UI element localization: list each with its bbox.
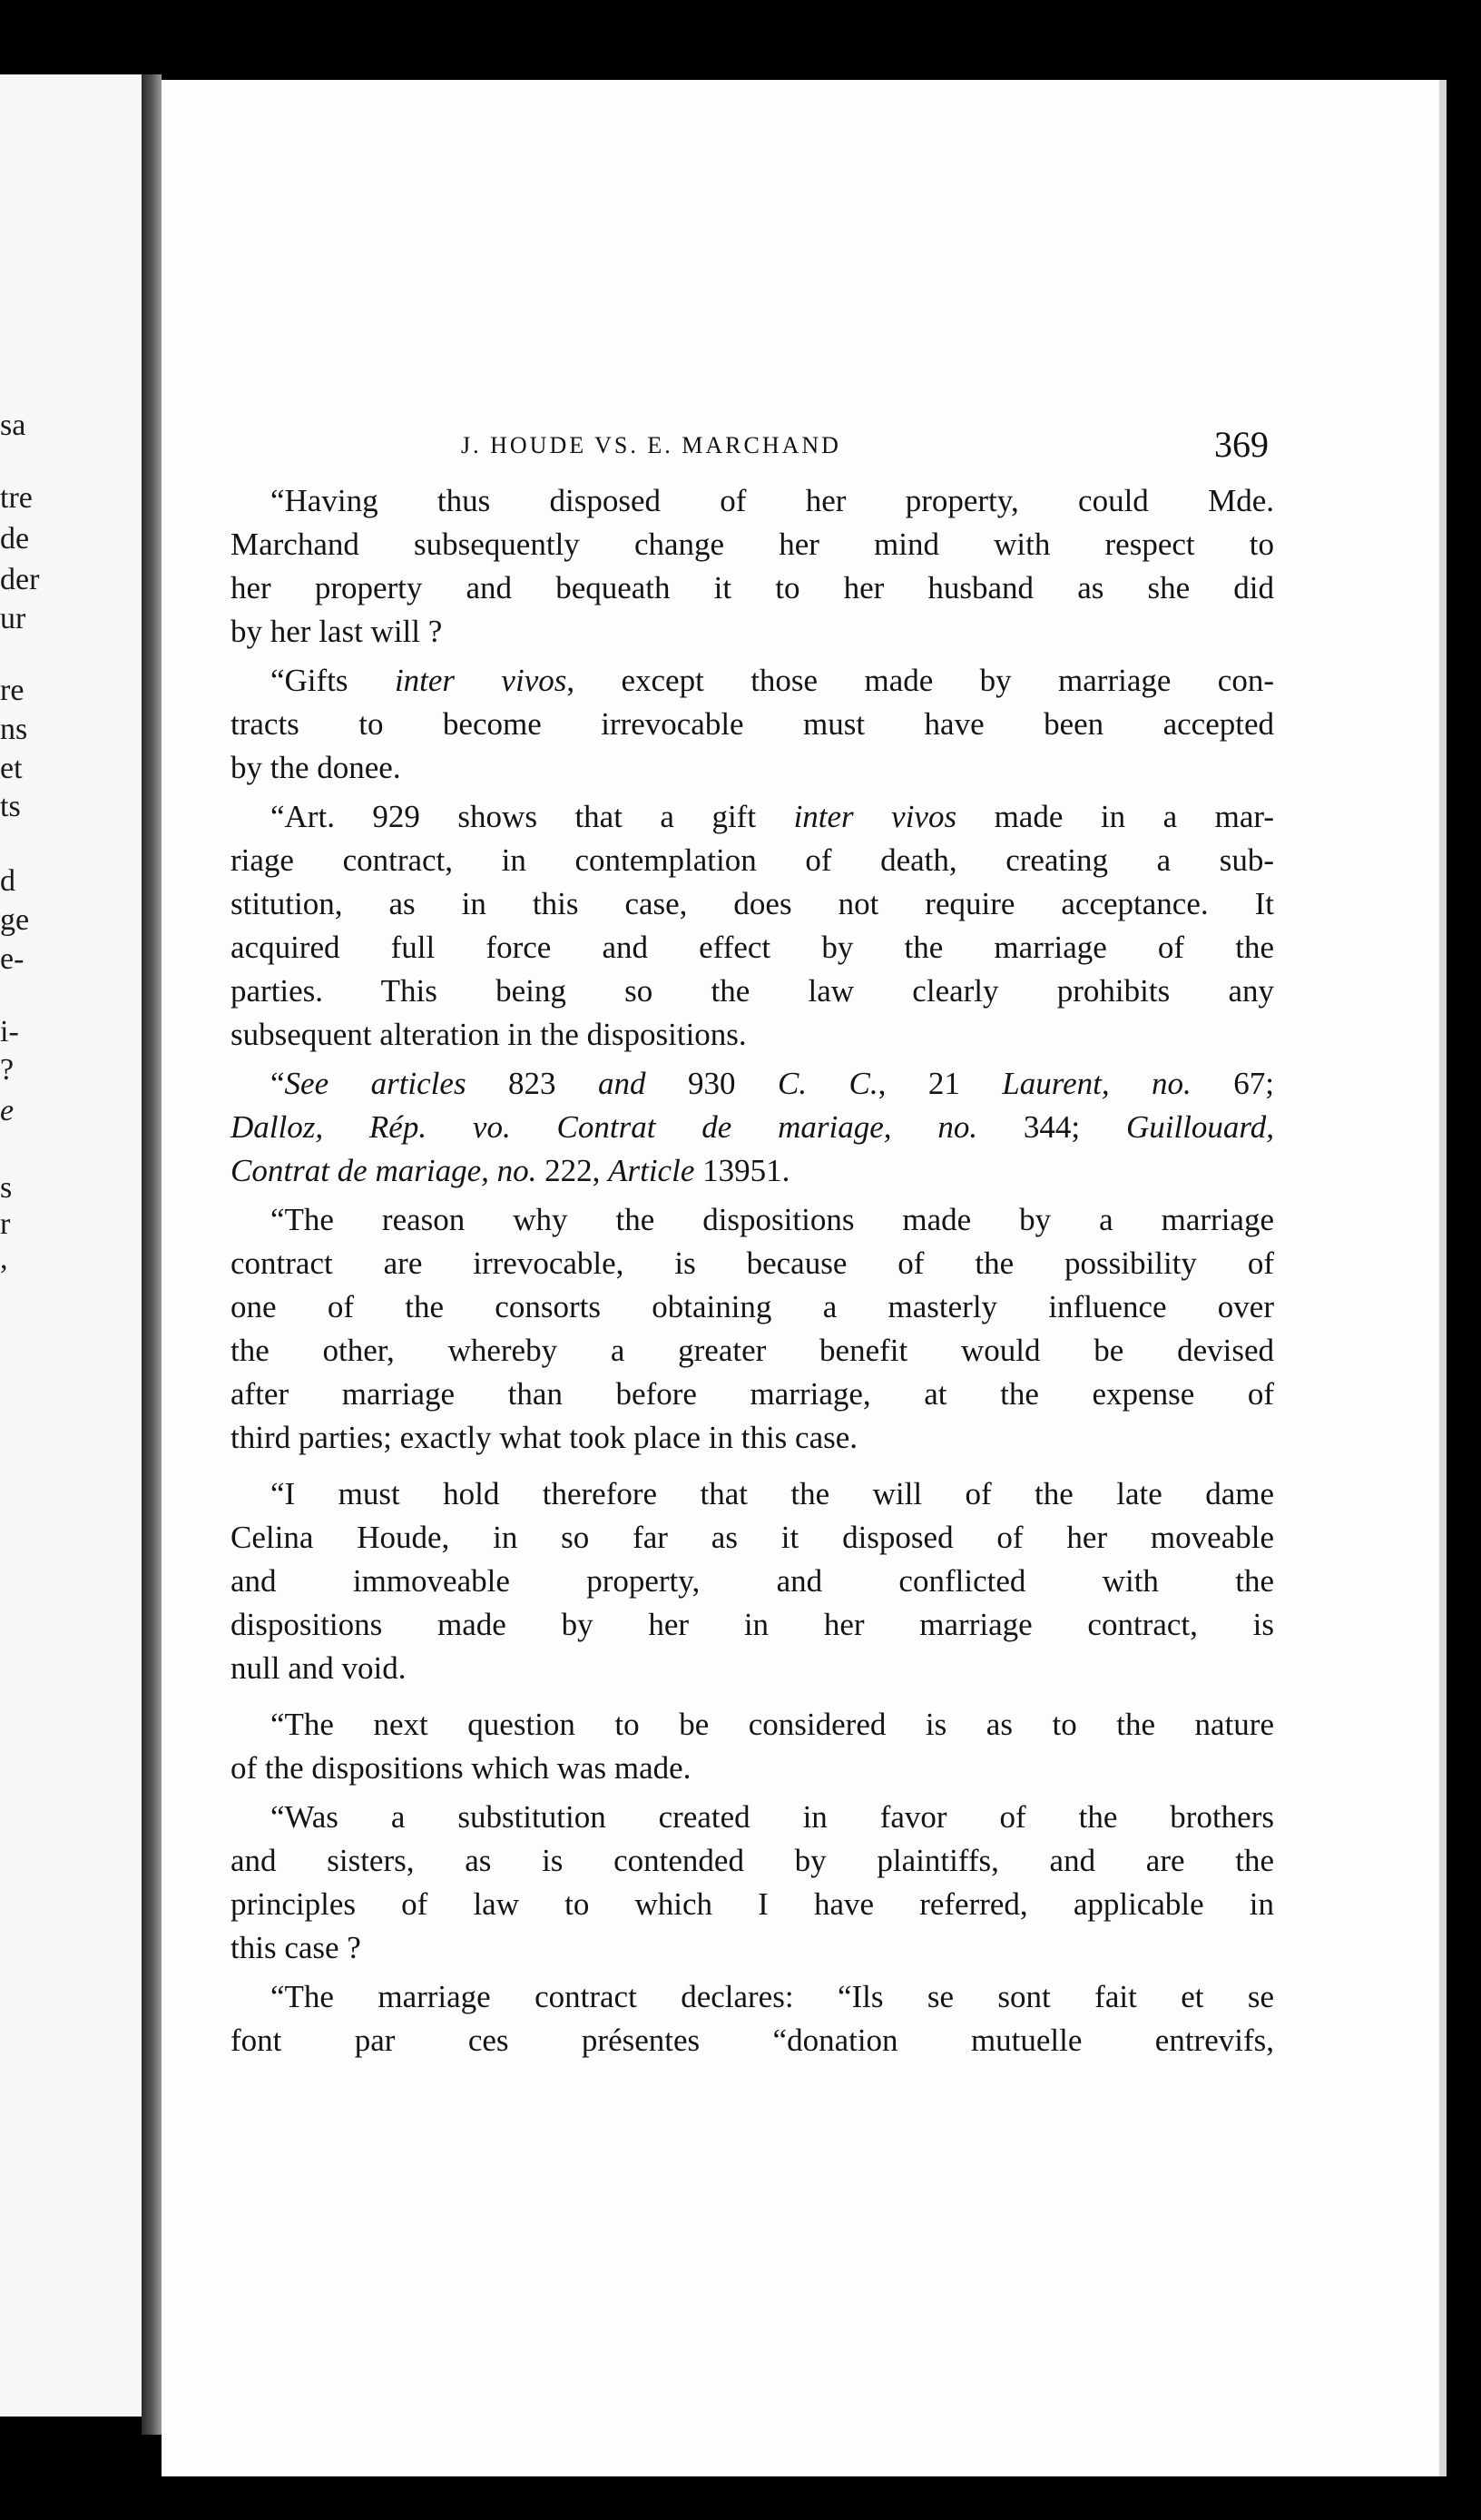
text-run: third parties; exactly what took place in this case. bbox=[230, 1420, 858, 1455]
text-run: the other, whereby a greater benefit would be devised bbox=[230, 1333, 1274, 1368]
text-run: null and void. bbox=[230, 1650, 407, 1686]
text-run: made in a mar- bbox=[956, 799, 1274, 834]
text-run: “ bbox=[270, 1066, 285, 1101]
italic-text: Dalloz, Rép. vo. Contrat de mariage, no. bbox=[230, 1109, 978, 1145]
text-run: by her last will ? bbox=[230, 614, 443, 649]
page-number: 369 bbox=[1214, 424, 1269, 465]
text-line bbox=[230, 566, 1274, 610]
text-line bbox=[230, 2019, 1274, 2062]
left-page-text-fragment: e- bbox=[0, 942, 25, 976]
italic-text: See articles bbox=[284, 1066, 466, 1101]
text-line bbox=[230, 1703, 1274, 1747]
text-line bbox=[230, 839, 1274, 882]
text-run: by the donee. bbox=[230, 750, 401, 785]
text-line bbox=[230, 1603, 1274, 1647]
text-line bbox=[230, 1285, 1274, 1329]
text-line bbox=[230, 882, 1274, 926]
text-run: 67; bbox=[1191, 1066, 1275, 1101]
paragraph bbox=[230, 1975, 1274, 2062]
text-line bbox=[230, 1747, 1274, 1790]
text-run: , except those made by marriage con- bbox=[566, 663, 1274, 698]
paragraph bbox=[230, 659, 1274, 790]
text-run: 13951. bbox=[694, 1153, 790, 1188]
text-line bbox=[230, 1242, 1274, 1285]
text-line bbox=[230, 1106, 1274, 1149]
left-page-text-fragment: der bbox=[0, 563, 40, 596]
paragraph bbox=[230, 1796, 1274, 1970]
text-run: 823 bbox=[466, 1066, 599, 1101]
running-title: J. HOUDE VS. E. MARCHAND bbox=[461, 432, 841, 458]
paragraph bbox=[230, 1472, 1274, 1690]
text-line bbox=[230, 703, 1274, 746]
page-369 bbox=[162, 80, 1447, 2476]
italic-text: and bbox=[598, 1066, 646, 1101]
text-line bbox=[230, 610, 1274, 654]
text-line bbox=[230, 1926, 1274, 1970]
paragraph bbox=[230, 1198, 1274, 1460]
text-run: font par ces présentes “donation mutuelle entrevifs, bbox=[230, 2023, 1274, 2058]
text-run: after marriage than before marriage, at the expense of bbox=[230, 1376, 1274, 1412]
text-line bbox=[230, 1062, 1274, 1106]
left-page-text-fragment: ts bbox=[0, 790, 21, 823]
text-line bbox=[230, 1883, 1274, 1926]
left-page-text-fragment: sa bbox=[0, 409, 26, 442]
body-text bbox=[230, 479, 1274, 2068]
left-page-text-fragment: , bbox=[0, 1242, 8, 1275]
text-line bbox=[230, 795, 1274, 839]
text-line bbox=[230, 970, 1274, 1013]
paragraph bbox=[230, 795, 1274, 1057]
text-run: “Gifts bbox=[270, 663, 395, 698]
text-line bbox=[230, 1560, 1274, 1603]
text-line bbox=[230, 1839, 1274, 1883]
left-page-text-fragment: ns bbox=[0, 713, 28, 746]
text-run: 930 bbox=[645, 1066, 778, 1101]
italic-text: Guillouard, bbox=[1125, 1109, 1274, 1145]
text-run: “The marriage contract declares: “Ils se sont fait et se bbox=[270, 1979, 1274, 2014]
italic-text: C. C. bbox=[777, 1066, 878, 1101]
paragraph bbox=[230, 479, 1274, 654]
text-line bbox=[230, 1329, 1274, 1373]
left-page-text-fragment: r bbox=[0, 1207, 11, 1241]
text-line bbox=[230, 523, 1274, 566]
text-run: “Was a substitution created in favor of the brothers bbox=[270, 1799, 1274, 1835]
italic-text: Laurent, no. bbox=[1002, 1066, 1192, 1101]
paragraph bbox=[230, 1062, 1274, 1193]
text-line bbox=[230, 1198, 1274, 1242]
text-line bbox=[230, 1647, 1274, 1690]
text-run: one of the consorts obtaining a masterly influence over bbox=[230, 1289, 1274, 1324]
text-run: of the dispositions which was made. bbox=[230, 1750, 691, 1786]
text-run: and immoveable property, and conflicted with the bbox=[230, 1563, 1274, 1599]
text-line bbox=[230, 1975, 1274, 2019]
text-line bbox=[230, 1472, 1274, 1516]
text-run: riage contract, in contemplation of death, creating a sub- bbox=[230, 842, 1274, 878]
text-line bbox=[230, 1013, 1274, 1057]
left-page-text-fragment: ? bbox=[0, 1053, 15, 1087]
italic-text: inter vivos bbox=[793, 799, 957, 834]
text-run: 222, bbox=[536, 1153, 609, 1188]
text-line bbox=[230, 1373, 1274, 1416]
book-gutter bbox=[142, 74, 162, 2435]
text-run: stitution, as in this case, does not require acceptance. It bbox=[230, 886, 1274, 921]
text-run: dispositions made by her in her marriage contract, is bbox=[230, 1607, 1274, 1642]
text-run: principles of law to which I have referred, applicable in bbox=[230, 1886, 1274, 1922]
text-line bbox=[230, 1796, 1274, 1839]
text-line bbox=[230, 479, 1274, 523]
text-run: and sisters, as is contended by plaintiffs, and are the bbox=[230, 1843, 1274, 1878]
text-line bbox=[230, 659, 1274, 703]
text-run: subsequent alteration in the dispositions. bbox=[230, 1017, 747, 1052]
text-run: this case ? bbox=[230, 1930, 361, 1965]
left-page-text-fragment: s bbox=[0, 1171, 13, 1205]
text-run: her property and bequeath it to her husband as she did bbox=[230, 570, 1274, 605]
text-run: Celina Houde, in so far as it disposed of her moveable bbox=[230, 1520, 1274, 1555]
text-run: Marchand subsequently change her mind with respect to bbox=[230, 527, 1274, 562]
paragraph bbox=[230, 1703, 1274, 1790]
text-line bbox=[230, 1416, 1274, 1460]
left-page-text-fragment: de bbox=[0, 522, 30, 556]
left-page-text-fragment: e bbox=[0, 1094, 15, 1127]
text-run: “The reason why the dispositions made by a marriage bbox=[270, 1202, 1274, 1237]
adjacent-left-page bbox=[0, 74, 143, 2417]
left-page-text-fragment: ge bbox=[0, 903, 30, 937]
italic-text: inter vivos bbox=[394, 663, 567, 698]
italic-text: Contrat de mariage, no. bbox=[230, 1153, 537, 1188]
text-run: parties. This being so the law clearly prohibits any bbox=[230, 973, 1274, 1009]
text-run: “The next question to be considered is as to the nature bbox=[270, 1707, 1274, 1742]
italic-text: Article bbox=[608, 1153, 695, 1188]
text-run: 344; bbox=[977, 1109, 1126, 1145]
text-line bbox=[230, 1516, 1274, 1560]
text-run: acquired full force and effect by the marriage of the bbox=[230, 930, 1274, 965]
left-page-text-fragment: re bbox=[0, 674, 25, 707]
left-page-text-fragment: ur bbox=[0, 602, 26, 635]
left-page-text-fragment: tre bbox=[0, 481, 33, 515]
running-head bbox=[461, 423, 1269, 477]
text-line bbox=[230, 746, 1274, 790]
text-line bbox=[230, 1149, 1274, 1193]
text-run: contract are irrevocable, is because of the possibility of bbox=[230, 1245, 1274, 1281]
left-page-text-fragment: et bbox=[0, 752, 23, 785]
left-page-text-fragment: i- bbox=[0, 1015, 19, 1048]
text-run: “Art. 929 shows that a gift bbox=[270, 799, 794, 834]
text-run: “I must hold therefore that the will of the late dame bbox=[270, 1476, 1274, 1511]
text-run: “Having thus disposed of her property, could Mde. bbox=[270, 483, 1274, 518]
text-line bbox=[230, 926, 1274, 970]
text-run: tracts to become irrevocable must have been accepted bbox=[230, 706, 1274, 742]
left-page-text-fragment: d bbox=[0, 864, 15, 898]
text-run: , 21 bbox=[878, 1066, 1003, 1101]
